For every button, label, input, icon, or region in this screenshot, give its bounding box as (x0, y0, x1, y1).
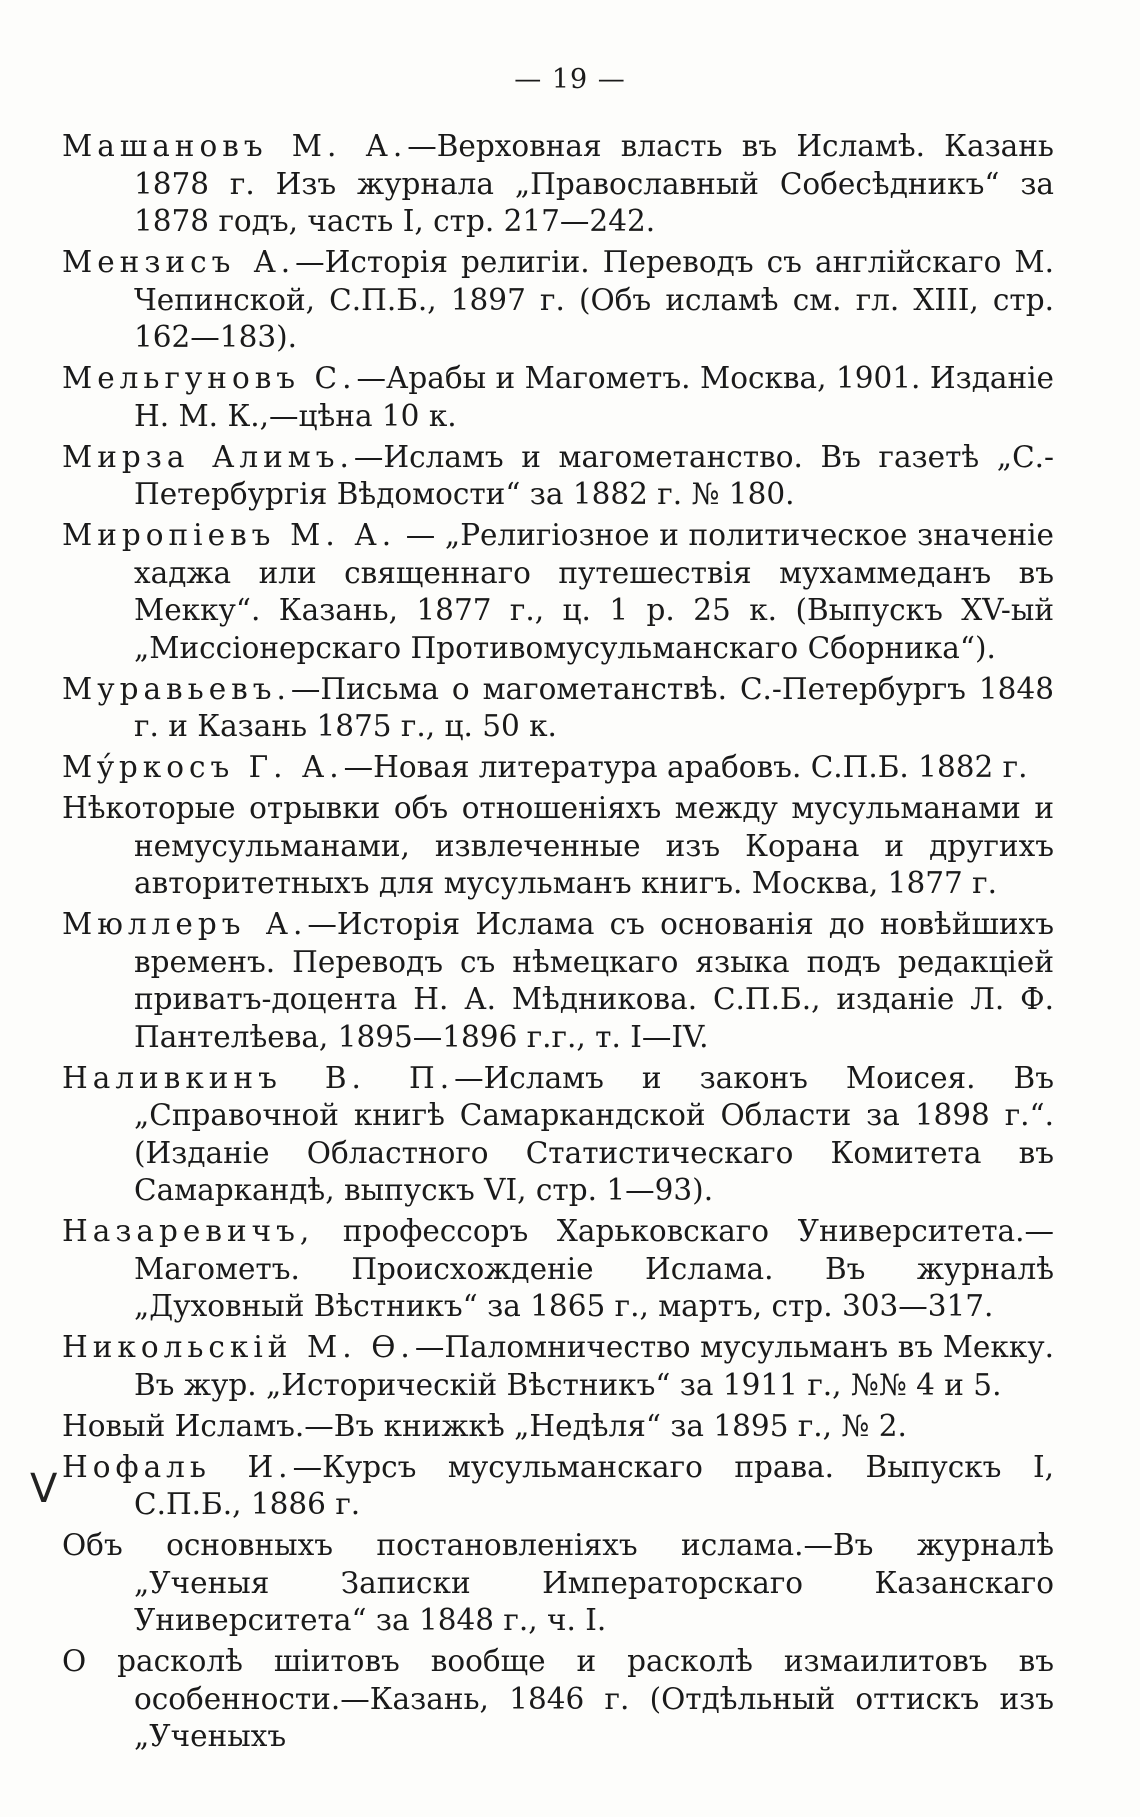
entry-author: Мельгуновъ С. (62, 361, 357, 395)
bibliography-entry (62, 671, 1054, 746)
entry-author: Наливкинъ В. П. (62, 1060, 455, 1095)
entry-text: —Новая литература арабовъ. С.П.Б. 1882 г. (343, 750, 1028, 784)
bibliography-entry (62, 439, 1054, 514)
bibliography-entry (62, 1408, 1054, 1446)
bibliography-entry (62, 1643, 1054, 1756)
bibliography-list (62, 128, 1054, 1759)
bibliography-entry (62, 128, 1054, 241)
entry-author: Никольскій М. Ѳ. (62, 1330, 415, 1364)
entry-author: Назаревичъ, (62, 1214, 315, 1248)
bibliography-entry (62, 1213, 1054, 1326)
bibliography-entry (62, 517, 1054, 667)
bibliography-entry (62, 1449, 1054, 1524)
entry-author: Мýркосъ Г. А. (62, 750, 344, 784)
bibliography-entry (62, 244, 1054, 357)
entry-author: Нофаль И. (62, 1449, 293, 1484)
page-number: — 19 — (514, 64, 626, 95)
entry-text: — „Религіозное и политическое значеніе хаджа или священнаго путешествія мухаммеданъ въ Мекку“. Казань, 1877 г., ц. 1 р. 25 к. (Выпускъ XV-ый „Миссіонерскаго Противомусульманскаго Сборника“). (134, 518, 1055, 665)
handwritten-check-mark: V (30, 1466, 58, 1512)
entry-author: Муравьевъ. (62, 671, 291, 706)
bibliography-entry (62, 906, 1054, 1056)
entry-text: —Курсъ мусульманскаго права. Выпускъ I, С.П.Б., 1886 г. (134, 1449, 1054, 1521)
entry-text: —Исторія религіи. Переводъ съ англійскаго М. Чепинской, С.П.Б., 1897 г. (Объ исламѣ см. гл. XIII, стр. 162—183). (134, 245, 1054, 354)
entry-author: Мензисъ А. (62, 245, 296, 279)
entry-author: Мирза Алимъ. (62, 439, 354, 474)
entry-text: —Исторія Ислама съ основанія до новѣйшихъ временъ. Переводъ съ нѣмецкаго языка подъ редакціей приватъ-доцента Н. А. Мѣдникова. С.П.Б., изданіе Л. Ф. Пантелѣева, 1895—1896 г.г., т. I—IV. (134, 907, 1054, 1054)
bibliography-entry (62, 1329, 1054, 1404)
entry-author: Мюллеръ А. (62, 907, 308, 941)
entry-text: —Арабы и Магометъ. Москва, 1901. Изданіе Н. М. К.,—цѣна 10 к. (134, 361, 1054, 433)
entry-text: —Паломничество мусульманъ въ Мекку. Въ жур. „Историческій Вѣстникъ“ за 1911 г., №№ 4 и 5. (134, 1330, 1054, 1402)
entry-author: Машановъ М. А. (62, 129, 408, 163)
entry-author: Миропіевъ М. А. (62, 518, 397, 552)
entry-text: —Исламъ и магометанство. Въ газетѣ „С.-Петербургія Вѣдомости“ за 1882 г. № 180. (134, 439, 1054, 511)
entry-text: профессоръ Харьковскаго Университета.—Магометъ. Происхожденіе Ислама. Въ журналѣ „Духовный Вѣстникъ“ за 1865 г., мартъ, стр. 303—317. (134, 1214, 1054, 1323)
entry-text: Новый Исламъ.—Въ книжкѣ „Недѣля“ за 1895 г., № 2. (62, 1408, 907, 1443)
bibliography-entry (62, 749, 1054, 787)
entry-text: Объ основныхъ постановленіяхъ ислама.—Въ журналѣ „Ученыя Записки Императорскаго Казанскаго Университета“ за 1848 г., ч. I. (62, 1528, 1054, 1637)
entry-text: Нѣкоторые отрывки объ отношеніяхъ между мусульманами и немусульманами, извлеченные изъ Корана и другихъ авторитетныхъ для мусульманъ книгъ. Москва, 1877 г. (62, 791, 1054, 900)
entry-text: —Верховная власть въ Исламѣ. Казань 1878 г. Изъ журнала „Православный Собесѣдникъ“ за 1878 годъ, часть I, стр. 217—242. (134, 129, 1054, 238)
bibliography-entry (62, 360, 1054, 435)
bibliography-entry (62, 790, 1054, 903)
entry-text: —Исламъ и законъ Моисея. Въ „Справочной книгѣ Самаркандской Области за 1898 г.“. (Изданіе Областного Статистическаго Комитета въ Самаркандѣ, выпускъ VI, стр. 1—93). (134, 1060, 1054, 1207)
entry-text: О расколѣ шіитовъ вообще и расколѣ измаилитовъ въ особенности.—Казань, 1846 г. (Отдѣльный оттискъ изъ „Ученыхъ (62, 1644, 1054, 1753)
bibliography-entry (62, 1527, 1054, 1640)
entry-text: —Письма о магометанствѣ. С.-Петербургъ 1848 г. и Казань 1875 г., ц. 50 к. (134, 671, 1054, 743)
bibliography-entry (62, 1060, 1054, 1210)
